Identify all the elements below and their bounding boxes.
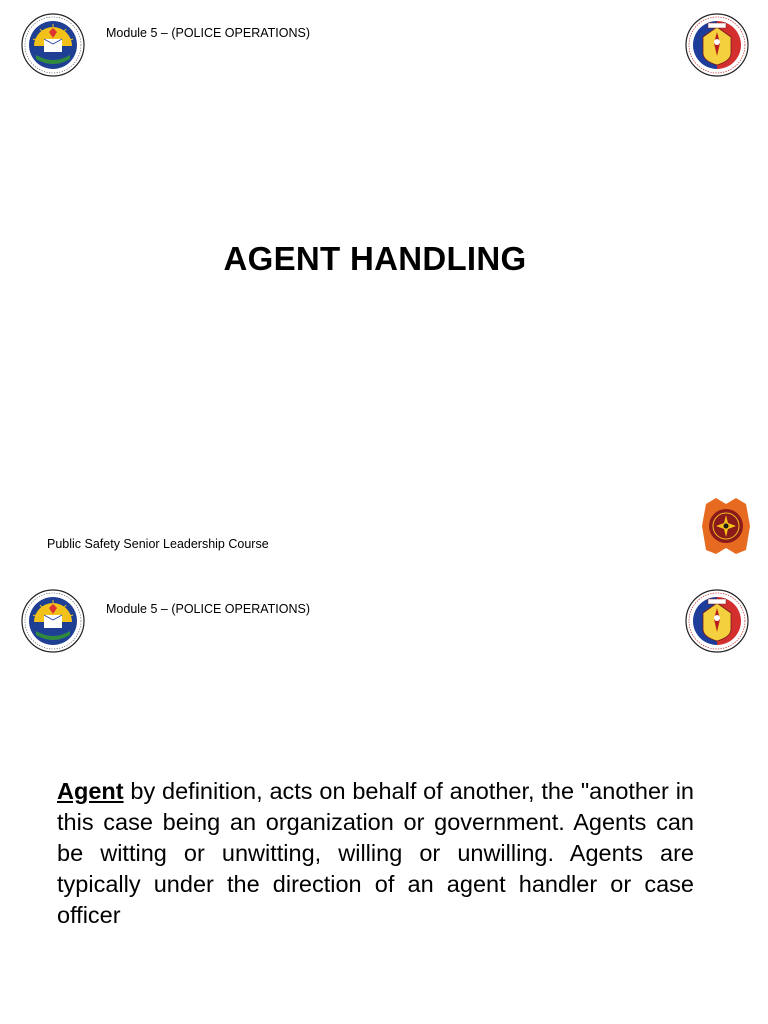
slide-title: AGENT HANDLING — [223, 240, 527, 277]
academy-seal-icon — [20, 588, 86, 654]
module-label: Module 5 – (POLICE OPERATIONS) — [106, 602, 310, 616]
definition-text: by definition, acts on behalf of another, the "another in this case being an organization or government. Agents can be witting or unwitting, willing or unwilling. Agents are typically under the direction of an agent handler or case officer — [57, 777, 694, 928]
pnp-training-institute-seal-icon — [684, 12, 750, 78]
course-label: Public Safety Senior Leadership Course — [47, 537, 269, 551]
pnp-training-institute-seal-icon — [684, 588, 750, 654]
definition-slide — [0, 576, 768, 1024]
academy-seal-icon — [20, 12, 86, 78]
pnp-badge-icon — [700, 496, 752, 556]
module-label: Module 5 – (POLICE OPERATIONS) — [106, 26, 310, 40]
agent-definition-paragraph — [57, 776, 694, 931]
definition-term: Agent — [57, 777, 124, 804]
